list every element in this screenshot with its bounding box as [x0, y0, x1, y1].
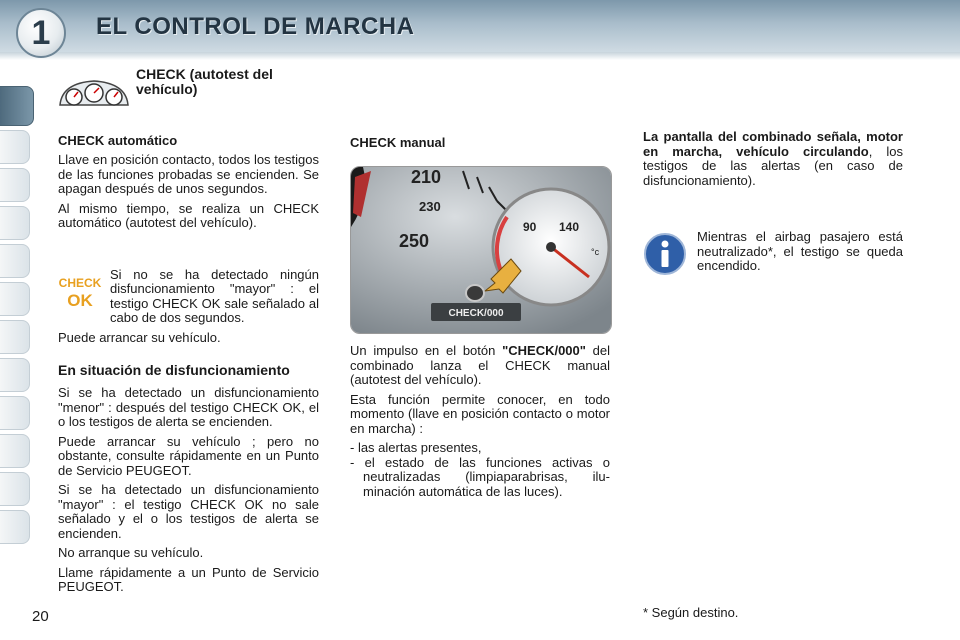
- check-button-label: CHECK/000: [448, 308, 504, 319]
- side-tab[interactable]: [0, 434, 30, 468]
- chapter-side-tabs: [0, 64, 34, 574]
- display-bold: La pantalla del combinado señala, motor en marcha, vehículo circulando: [643, 129, 903, 159]
- fault-paragraph: No arranque su vehículo.: [58, 545, 204, 560]
- left-column: [58, 133, 319, 600]
- middle-column: [350, 344, 610, 499]
- check-ok-label-check: CHECK: [58, 275, 102, 290]
- temp-label-90: 90: [523, 220, 537, 234]
- page-number: 20: [32, 608, 49, 625]
- side-tab[interactable]: [0, 320, 30, 354]
- list-item: - las alertas presentes,: [350, 440, 482, 455]
- function-paragraph: Esta función permite conocer, en todo momento (llave en posición contacto o motor en marcha) :: [350, 391, 610, 436]
- manual-check-heading-wrap: [350, 135, 610, 155]
- check-ok-icon: [58, 270, 102, 310]
- section-title: CHECK (autotest del vehículo): [136, 66, 273, 97]
- side-tab[interactable]: [0, 396, 30, 430]
- check-button-name: "CHECK/000": [502, 343, 586, 358]
- auto-check-paragraph: Al mismo tiempo, se realiza un CHECK automático (autotest del vehículo).: [58, 200, 319, 230]
- airbag-note: Mientras el airbag pasajero está neutralizado*, el testigo se queda encendido.: [697, 229, 903, 273]
- speed-label-210: 210: [411, 167, 442, 187]
- impulse-paragraph: [350, 344, 610, 388]
- check-info-list: [350, 441, 610, 499]
- side-tab[interactable]: [0, 168, 30, 202]
- fault-heading: En situación de disfuncionamiento: [58, 362, 290, 378]
- list-item: - el estado de las funciones activas o neutralizadas (limpiaparabrisas, iluminación automática de las luces).: [350, 454, 610, 499]
- impulse-pre: Un impulso en el botón: [350, 343, 503, 358]
- side-tab[interactable]: [0, 244, 30, 278]
- chapter-title: EL CONTROL DE MARCHA: [96, 13, 415, 40]
- side-tab[interactable]: [0, 358, 30, 392]
- chapter-number-badge: [16, 8, 66, 58]
- auto-check-heading: CHECK automático: [58, 133, 178, 148]
- temp-unit-label: °c: [591, 247, 600, 257]
- auto-check-paragraph: Llave en posición contacto, todos los testigos de las funciones probadas se encienden. Se apagan después de unos segundos.: [58, 152, 319, 196]
- fault-paragraph: Si se ha detectado un disfuncionamiento "mayor" : el testigo CHECK OK no sale señalado y el o los testigos de alerta se encienden.: [58, 482, 319, 541]
- speed-label-230: 230: [419, 199, 441, 214]
- info-icon: [643, 232, 687, 276]
- manual-check-heading: CHECK manual: [350, 135, 446, 150]
- impulse-post: del combinado lanza el CHECK manual (autotest del vehículo).: [350, 343, 610, 387]
- airbag-note-wrap: [697, 230, 903, 279]
- display-paragraph: [643, 130, 903, 188]
- speed-label-250: 250: [399, 231, 430, 251]
- instrument-cluster-icon: [58, 77, 130, 107]
- footnote: * Según destino.: [643, 605, 739, 620]
- fault-paragraph: Si se ha detectado un disfuncionamiento "menor" : después del testigo CHECK OK, el o los testigos de alerta se encienden.: [58, 385, 319, 429]
- right-column: [643, 130, 903, 193]
- dashboard-cluster-image: [350, 166, 612, 334]
- side-tab[interactable]: [0, 282, 30, 316]
- display-rest: , los testigos de las alertas (en caso de disfuncionamiento).: [643, 143, 903, 188]
- start-paragraph: Puede arrancar su vehículo.: [58, 329, 221, 345]
- side-tab[interactable]: [0, 206, 30, 240]
- no-fault-paragraph: Si no se ha detectado ningún disfuncionamiento "mayor" : el testigo CHECK OK sale señalado al cabo de dos segundos.: [110, 266, 319, 325]
- side-tab[interactable]: [0, 472, 30, 506]
- chapter-number: 1: [31, 13, 51, 52]
- fault-paragraph: Llame rápidamente a un Punto de Servicio PEUGEOT.: [58, 564, 319, 594]
- temp-label-140: 140: [559, 220, 580, 234]
- side-tab-active[interactable]: [0, 86, 34, 126]
- check-ok-label-ok: OK: [67, 290, 93, 310]
- fault-paragraph: Puede arrancar su vehículo ; pero no obstante, consulte rápidamente en un Punto de Servicio PEUGEOT.: [58, 433, 319, 478]
- side-tab[interactable]: [0, 510, 30, 544]
- header-shadow: [0, 52, 960, 60]
- side-tab[interactable]: [0, 130, 30, 164]
